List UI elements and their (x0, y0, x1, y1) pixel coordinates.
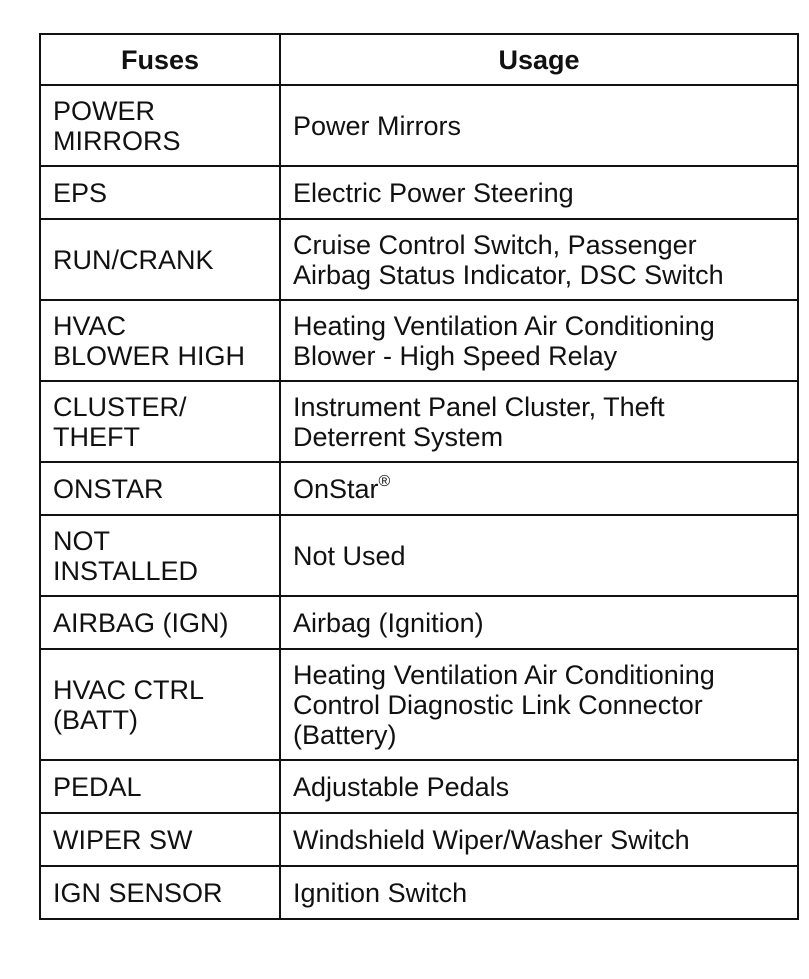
usage-cell: Airbag (Ignition) (280, 596, 798, 649)
fuse-cell: POWER MIRRORS (40, 85, 280, 166)
fuse-cell: HVAC BLOWER HIGH (40, 300, 280, 381)
usage-cell: Ignition Switch (280, 866, 798, 919)
fuse-cell: WIPER SW (40, 813, 280, 866)
table-row (40, 515, 798, 596)
usage-cell: Heating Ventilation Air Conditioning Control Diagnostic Link Connector (Battery) (280, 649, 798, 760)
fuse-cell: IGN SENSOR (40, 866, 280, 919)
table-row (40, 166, 798, 219)
usage-cell (280, 462, 798, 515)
usage-cell: Windshield Wiper/Washer Switch (280, 813, 798, 866)
usage-text: OnStar (293, 473, 379, 504)
fuse-cell: HVAC CTRL (BATT) (40, 649, 280, 760)
usage-cell: Power Mirrors (280, 85, 798, 166)
fuse-cell: AIRBAG (IGN) (40, 596, 280, 649)
table-row (40, 813, 798, 866)
fuse-cell: RUN/CRANK (40, 219, 280, 300)
table-row (40, 381, 798, 462)
table-header-row (40, 34, 798, 85)
fuse-cell: PEDAL (40, 760, 280, 813)
fuse-cell: EPS (40, 166, 280, 219)
usage-cell: Adjustable Pedals (280, 760, 798, 813)
fuse-usage-table (39, 33, 799, 920)
table-row (40, 219, 798, 300)
usage-cell: Not Used (280, 515, 798, 596)
usage-cell: Cruise Control Switch, Passenger Airbag Status Indicator, DSC Switch (280, 219, 798, 300)
table-row (40, 462, 798, 515)
usage-cell: Instrument Panel Cluster, Theft Deterrent System (280, 381, 798, 462)
table-row (40, 866, 798, 919)
table-row (40, 300, 798, 381)
fuse-cell: CLUSTER/ THEFT (40, 381, 280, 462)
fuse-cell: NOT INSTALLED (40, 515, 280, 596)
usage-cell: Heating Ventilation Air Conditioning Blower - High Speed Relay (280, 300, 798, 381)
registered-trademark-mark: ® (378, 472, 391, 490)
column-header-fuses: Fuses (40, 34, 280, 85)
column-header-usage: Usage (280, 34, 798, 85)
table-row (40, 760, 798, 813)
usage-cell: Electric Power Steering (280, 166, 798, 219)
fuse-cell: ONSTAR (40, 462, 280, 515)
table-row (40, 596, 798, 649)
table-row (40, 85, 798, 166)
table-row (40, 649, 798, 760)
